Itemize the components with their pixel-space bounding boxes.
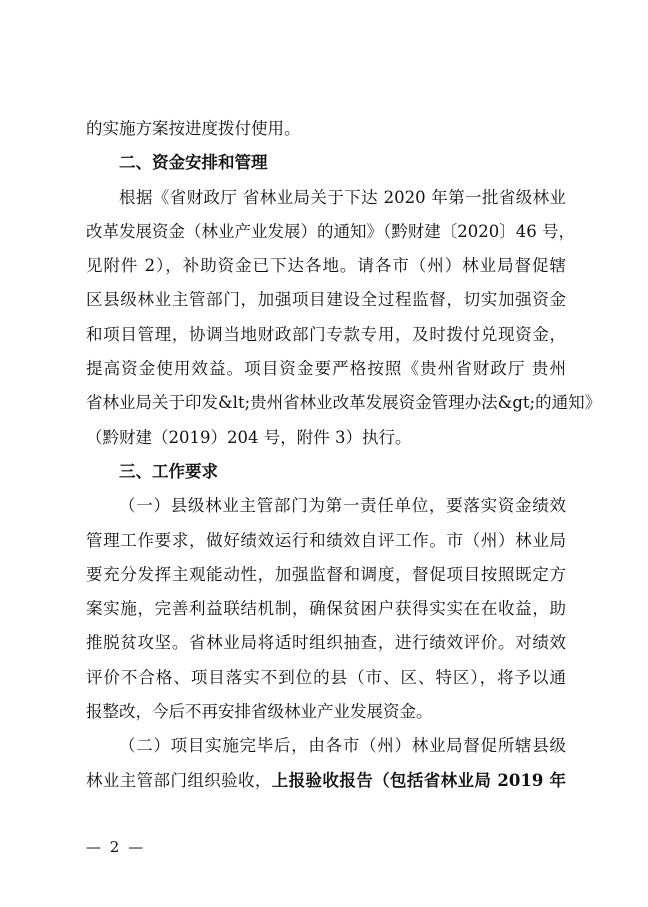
paragraph-line: 提高资金使用效益。项目资金要严格按照《贵州省财政厅 贵州 — [86, 359, 566, 379]
section-heading: 三、工作要求 — [119, 461, 218, 481]
paragraph-line: 报整改，今后不再安排省级林业产业发展资金。 — [86, 702, 433, 722]
page-number: — 2 — — [86, 838, 146, 856]
section-heading: 二、资金安排和管理 — [119, 153, 268, 173]
paragraph-line: 根据《省财政厅 省林业局关于下达 2020 年第一批省级林业 — [119, 187, 566, 207]
paragraph-line: （二）项目实施完毕后，由各市（州）林业局督促所辖县级 — [119, 736, 566, 756]
paragraph-line: 改革发展资金（林业产业发展）的通知》（黔财建〔2020〕46 号， — [86, 221, 575, 241]
bold-emphasis: 上报验收报告（包括省林业局 2019 年 — [271, 770, 566, 790]
paragraph-line: 的实施方案按进度拨付使用。 — [86, 119, 301, 138]
paragraph-line: 推脱贫攻坚。省林业局将适时组织抽查，进行绩效评价。对绩效 — [86, 633, 566, 653]
paragraph-line: （黔财建（2019）204 号，附件 3）执行。 — [86, 427, 412, 447]
paragraph-line: （一）县级林业主管部门为第一责任单位，要落实资金绩效 — [119, 496, 566, 516]
paragraph-line: 要充分发挥主观能动性，加强监督和调度，督促项目按照既定方 — [86, 564, 566, 584]
paragraph-line: 和项目管理，协调当地财政部门专款专用，及时拨付兑现资金， — [86, 324, 566, 344]
body-text — [86, 112, 602, 798]
paragraph-line: 评价不合格、项目落实不到位的县（市、区、特区），将予以通 — [86, 667, 566, 687]
paragraph-line: 区县级林业主管部门，加强项目建设全过程监督，切实加强资金 — [86, 290, 566, 310]
paragraph-line: 管理工作要求，做好绩效运行和绩效自评工作。市（州）林业局 — [86, 530, 566, 550]
paragraph-line-mixed — [86, 764, 566, 798]
paragraph-line: 案实施，完善利益联结机制，确保贫困户获得实实在在收益，助 — [86, 599, 566, 619]
paragraph-line-start: 林业主管部门组织验收， — [86, 770, 272, 790]
paragraph-line: 见附件 2），补助资金已下达各地。请各市（州）林业局督促辖 — [86, 256, 566, 276]
paragraph-line: 省林业局关于印发&lt;贵州省林业改革发展资金管理办法&gt;的通知》 — [86, 393, 602, 413]
